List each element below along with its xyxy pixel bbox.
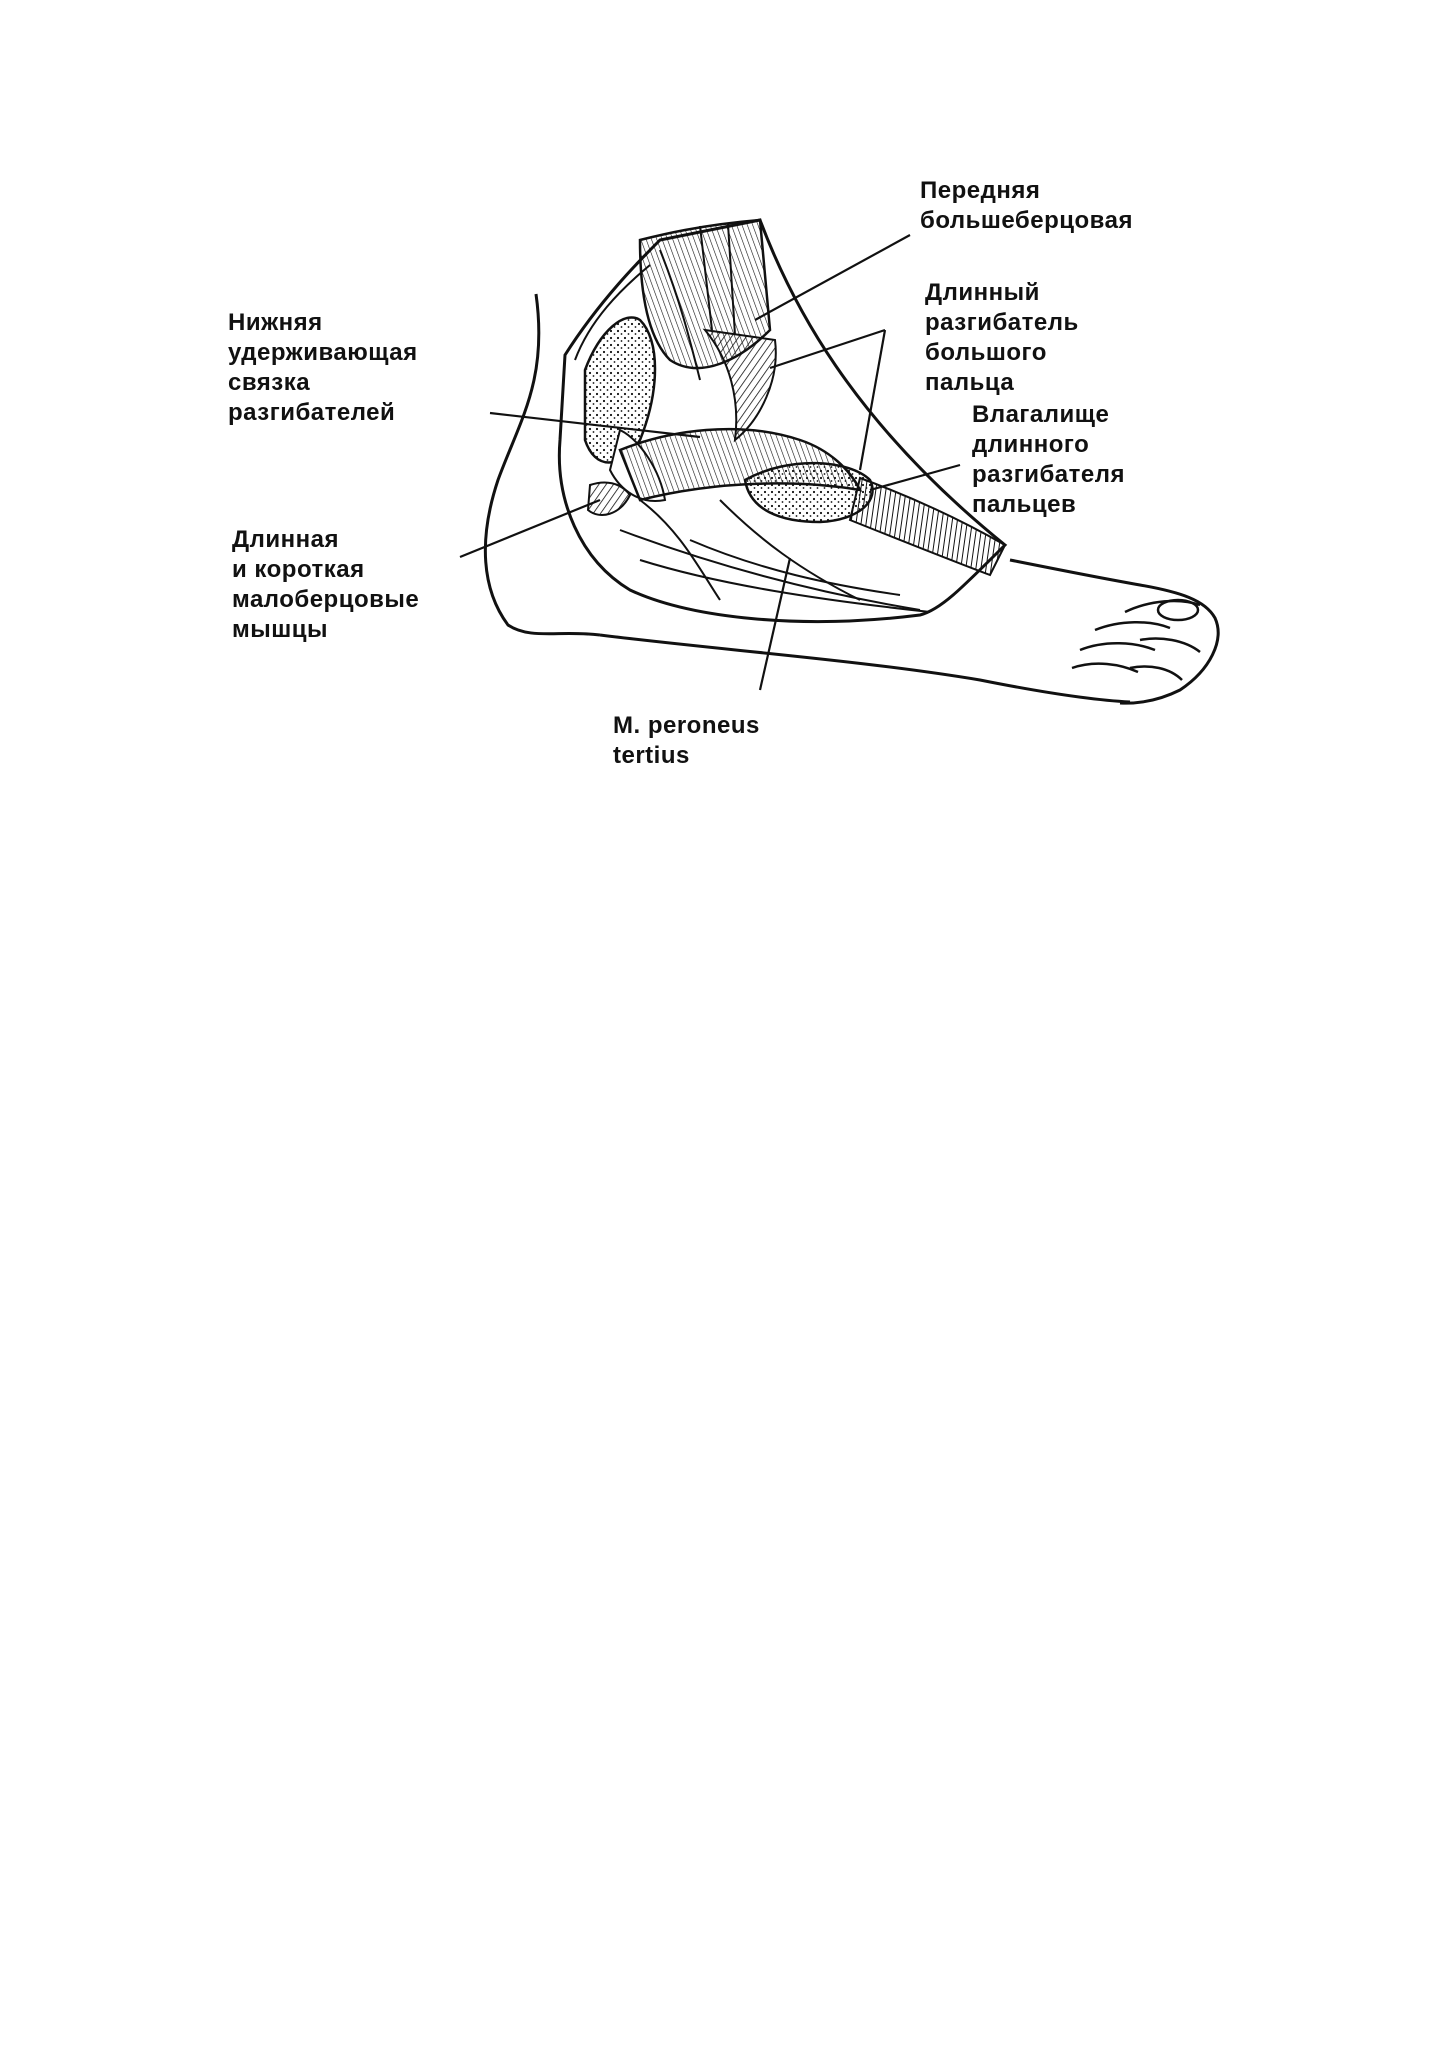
label-peroneus-tertius	[613, 711, 760, 771]
leg-outline-posterior	[485, 294, 600, 635]
tibialis-tendon	[705, 330, 776, 440]
label-line: пальца	[925, 369, 1015, 396]
dorsum-outline	[1010, 560, 1218, 703]
label-line: мышцы	[232, 616, 329, 643]
label-line: Передняя	[920, 177, 1041, 204]
label-line: большого	[925, 339, 1047, 366]
label-line: удерживающая	[228, 339, 418, 366]
label-peroneus-longus-brevis	[232, 525, 419, 645]
label-line: пальцев	[972, 491, 1077, 518]
label-line: M. peroneus	[613, 712, 760, 739]
label-line: малоберцовые	[232, 586, 420, 613]
label-line: разгибателя	[972, 461, 1126, 488]
label-extensor-hallucis-longus	[925, 278, 1079, 398]
label-tibialis-anterior	[920, 176, 1133, 236]
label-line: длинного	[972, 431, 1090, 458]
label-line: разгибатель	[925, 309, 1079, 336]
label-line: Нижняя	[228, 309, 323, 336]
label-line: Длинный	[925, 279, 1040, 306]
label-line: Длинная	[232, 526, 339, 553]
label-line: Влагалище	[972, 401, 1110, 428]
label-line: большеберцовая	[920, 207, 1133, 234]
label-line: tertius	[613, 742, 690, 769]
label-line: разгибателей	[228, 399, 396, 426]
label-extensor-digitorum-sheath	[972, 400, 1125, 520]
label-line: связка	[228, 369, 311, 396]
sole-outline	[600, 635, 1130, 702]
label-inferior-extensor-retinaculum	[228, 308, 418, 428]
toes	[1072, 600, 1200, 680]
label-line: и короткая	[232, 556, 365, 583]
